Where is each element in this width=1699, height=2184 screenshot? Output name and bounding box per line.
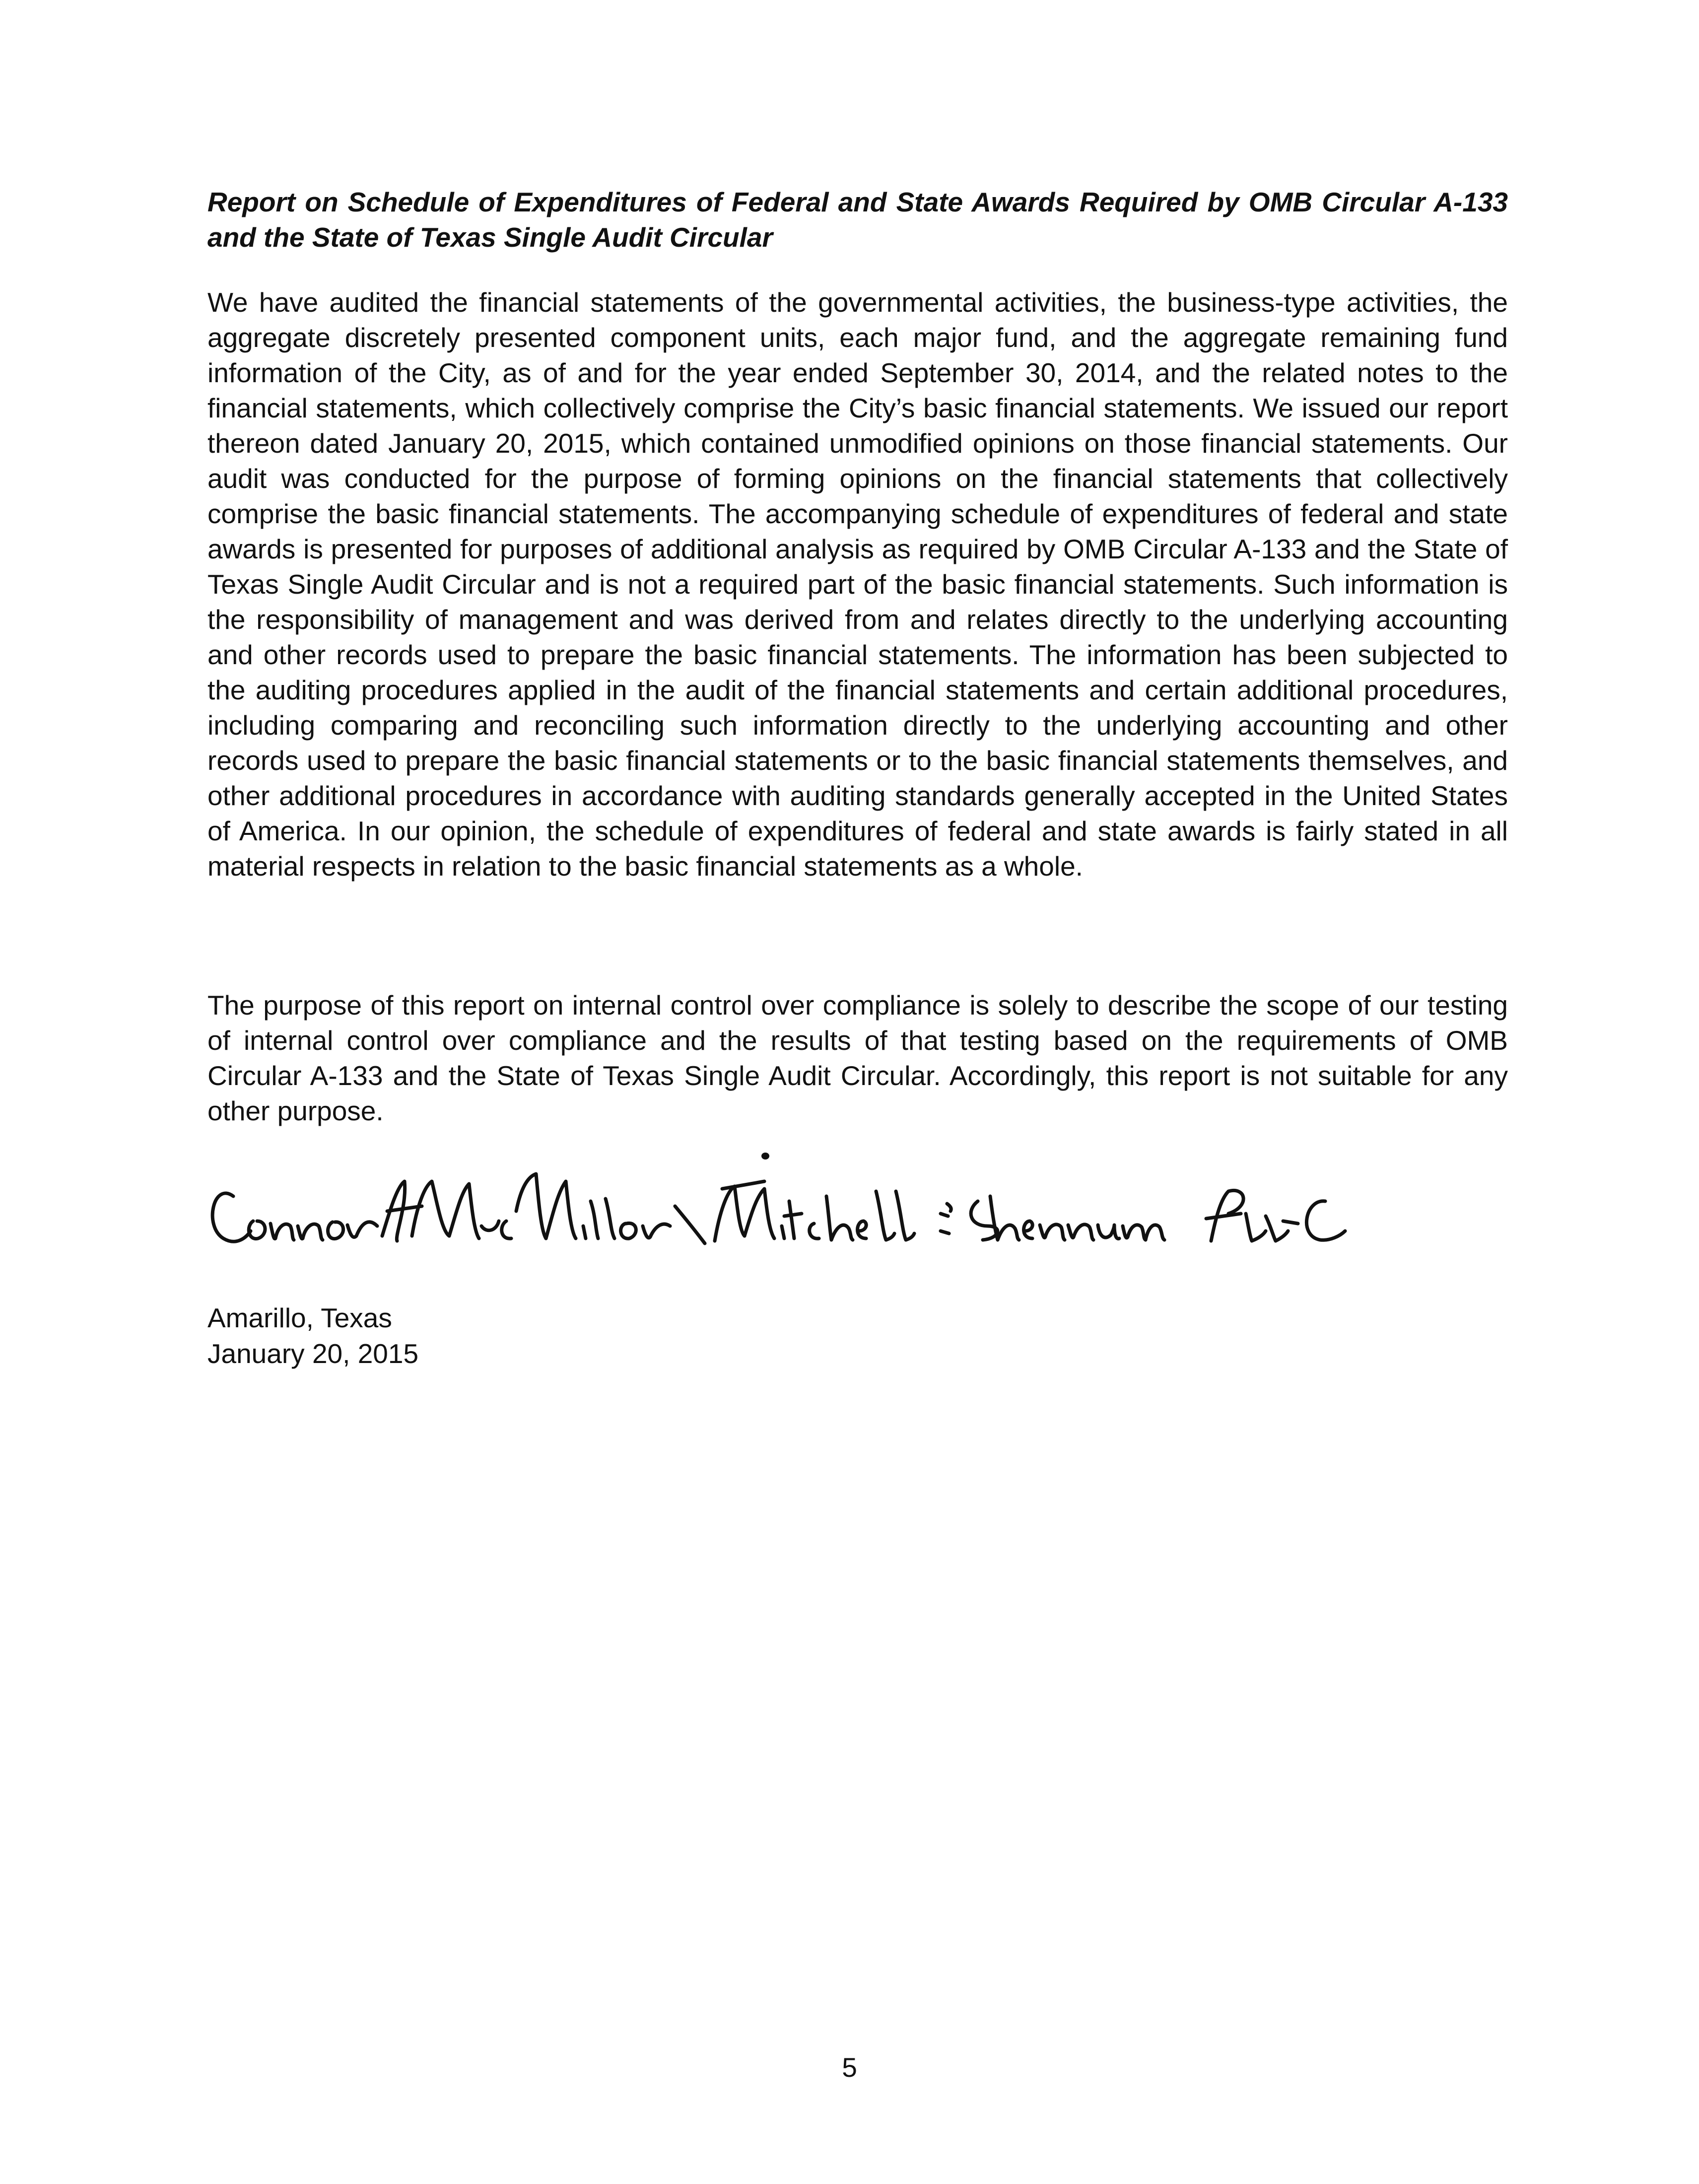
section-heading: Report on Schedule of Expenditures of Federal and State Awards Required by OMB Circular A-133 and the State of Texas Single Audit Circular — [207, 187, 1508, 253]
signing-location: Amarillo, Texas — [207, 1302, 392, 1333]
purpose-paragraph: The purpose of this report on internal control over compliance is solely to describe the scope of our testing of internal control over compliance and the results of that testing based on the requirements of OMB Circular A-133 and the State of Texas Single Audit Circular. Accordingly, this report is not suitable for any other purpose. — [207, 990, 1508, 1126]
handwritten-signature — [199, 1152, 1420, 1266]
signing-date: January 20, 2015 — [207, 1338, 419, 1369]
audit-opinion-paragraph: We have audited the financial statements of the governmental activities, the business-type activities, the aggregate discretely presented component units, each major fund, and the aggregate remaining fund information of the City, as of and for the year ended September 30, 2014, and the related notes to the financial statements, which collectively comprise the City’s basic financial statements. We issued our report thereon dated January 20, 2015, which contained unmodified opinions on those financial statements. Our audit was conducted for the purpose of forming opinions on the financial statements that collectively comprise the basic financial statements. The accompanying schedule of expenditures of federal and state awards is presented for purposes of additional analysis as required by OMB Circular A-133 and the State of Texas Single Audit Circular and is not a required part of the basic financial statements. Such information is the responsibility of management and was derived from and relates directly to the underlying accounting and other records used to prepare the basic financial statements. The information has been subjected to the auditing procedures applied in the audit of the financial statements and certain additional procedures, including comparing and reconciling such information directly to the underlying accounting and other records used to prepare the basic financial statements or to the basic financial statements themselves, and other additional procedures in accordance with auditing standards generally accepted in the United States of America. In our opinion, the schedule of expenditures of federal and state awards is fairly stated in all material respects in relation to the basic financial statements as a whole. — [207, 287, 1508, 882]
page-number: 5 — [842, 2052, 857, 2083]
